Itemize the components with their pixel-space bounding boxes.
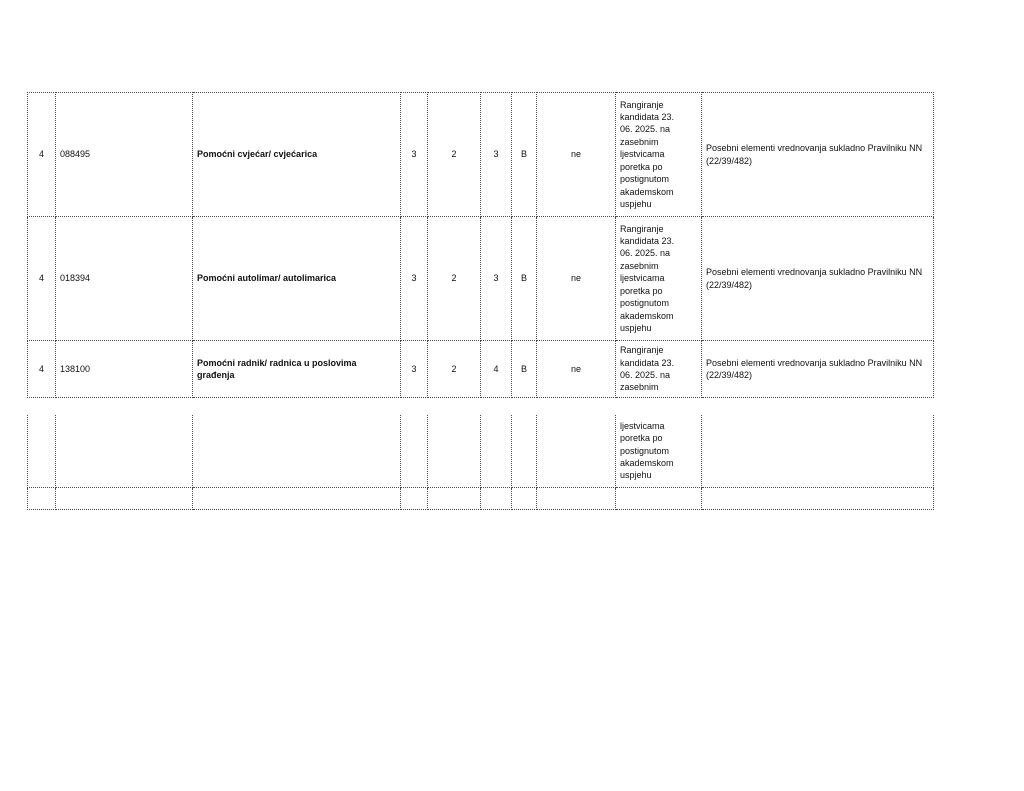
empty-cell — [401, 415, 428, 487]
empty-cell — [56, 487, 193, 509]
empty-cell — [512, 487, 537, 509]
value-cell: 3 — [401, 341, 428, 398]
empty-cell — [481, 415, 512, 487]
ranking-line: zasebnim — [620, 382, 659, 393]
ranking-line: ljestvicama — [620, 420, 665, 431]
table-row — [28, 341, 934, 398]
ranking-line: Rangiranje — [620, 99, 664, 110]
ranking-line: zasebnim — [620, 136, 659, 147]
ranking-line: Rangiranje — [620, 223, 664, 234]
table-row — [28, 415, 934, 487]
value-cell: 3 — [481, 93, 512, 217]
value-cell: 3 — [481, 217, 512, 341]
answer-cell: ne — [537, 341, 616, 398]
empty-cell — [193, 415, 401, 487]
empty-cell — [56, 415, 193, 487]
ranking-line: poretka po — [620, 285, 663, 296]
answer-cell: ne — [537, 93, 616, 217]
category-cell: B — [512, 93, 537, 217]
empty-cell — [481, 487, 512, 509]
value-cell: 2 — [428, 217, 481, 341]
ranking-line: 06. 2025. na — [620, 248, 671, 259]
level-cell: 4 — [28, 93, 56, 217]
ranking-line: ljestvicama — [620, 273, 665, 284]
code-cell: 018394 — [56, 217, 193, 341]
continuation-table — [27, 415, 934, 510]
empty-cell — [512, 415, 537, 487]
ranking-line: 06. 2025. na — [620, 124, 671, 135]
value-cell: 3 — [401, 93, 428, 217]
level-cell: 4 — [28, 217, 56, 341]
ranking-line: postignutom — [620, 445, 670, 456]
ranking-line: poretka po — [620, 161, 663, 172]
ranking-line: poretka po — [620, 433, 663, 444]
table-row — [28, 93, 934, 217]
ranking-line: akademskom — [620, 457, 674, 468]
empty-cell — [537, 415, 616, 487]
answer-cell: ne — [537, 217, 616, 341]
evaluation-rule-cell: Posebni elementi vrednovanja sukladno Pravilniku NN (22/39/482) — [702, 93, 934, 217]
category-cell: B — [512, 217, 537, 341]
program-title-cell: Pomoćni cvjećar/ cvjećarica — [193, 93, 401, 217]
ranking-cell — [616, 415, 702, 487]
programs-table — [27, 92, 934, 398]
empty-cell — [401, 487, 428, 509]
empty-cell — [702, 415, 934, 487]
empty-cell — [537, 487, 616, 509]
evaluation-rule-cell: Posebni elementi vrednovanja sukladno Pravilniku NN (22/39/482) — [702, 341, 934, 398]
ranking-line: uspjehu — [620, 470, 652, 481]
empty-cell — [28, 415, 56, 487]
value-cell: 3 — [401, 217, 428, 341]
empty-cell — [702, 487, 934, 509]
ranking-cell — [616, 341, 702, 398]
program-title-cell: Pomoćni radnik/ radnica u poslovima građenja — [193, 341, 401, 398]
program-title-cell: Pomoćni autolimar/ autolimarica — [193, 217, 401, 341]
empty-cell — [193, 487, 401, 509]
ranking-line: uspjehu — [620, 322, 652, 333]
empty-cell — [616, 487, 702, 509]
code-cell: 138100 — [56, 341, 193, 398]
ranking-line: postignutom — [620, 174, 670, 185]
ranking-line: zasebnim — [620, 260, 659, 271]
evaluation-rule-cell: Posebni elementi vrednovanja sukladno Pravilniku NN (22/39/482) — [702, 217, 934, 341]
empty-cell — [28, 487, 56, 509]
ranking-line: uspjehu — [620, 198, 652, 209]
ranking-line: kandidata 23. — [620, 236, 675, 247]
ranking-line: 06. 2025. na — [620, 370, 671, 380]
table-row — [28, 217, 934, 341]
ranking-cell — [616, 93, 702, 217]
ranking-line: postignutom — [620, 298, 670, 309]
value-cell: 2 — [428, 93, 481, 217]
ranking-line: kandidata 23. — [620, 112, 675, 123]
level-cell: 4 — [28, 341, 56, 398]
empty-cell — [428, 415, 481, 487]
ranking-line: Rangiranje — [620, 345, 664, 356]
ranking-line: akademskom — [620, 310, 674, 321]
value-cell: 2 — [428, 341, 481, 398]
ranking-cell — [616, 217, 702, 341]
code-cell: 088495 — [56, 93, 193, 217]
ranking-line: ljestvicama — [620, 149, 665, 160]
table-row — [28, 487, 934, 509]
empty-cell — [428, 487, 481, 509]
ranking-line: kandidata 23. — [620, 357, 675, 368]
value-cell: 4 — [481, 341, 512, 398]
category-cell: B — [512, 341, 537, 398]
ranking-line: akademskom — [620, 186, 674, 197]
